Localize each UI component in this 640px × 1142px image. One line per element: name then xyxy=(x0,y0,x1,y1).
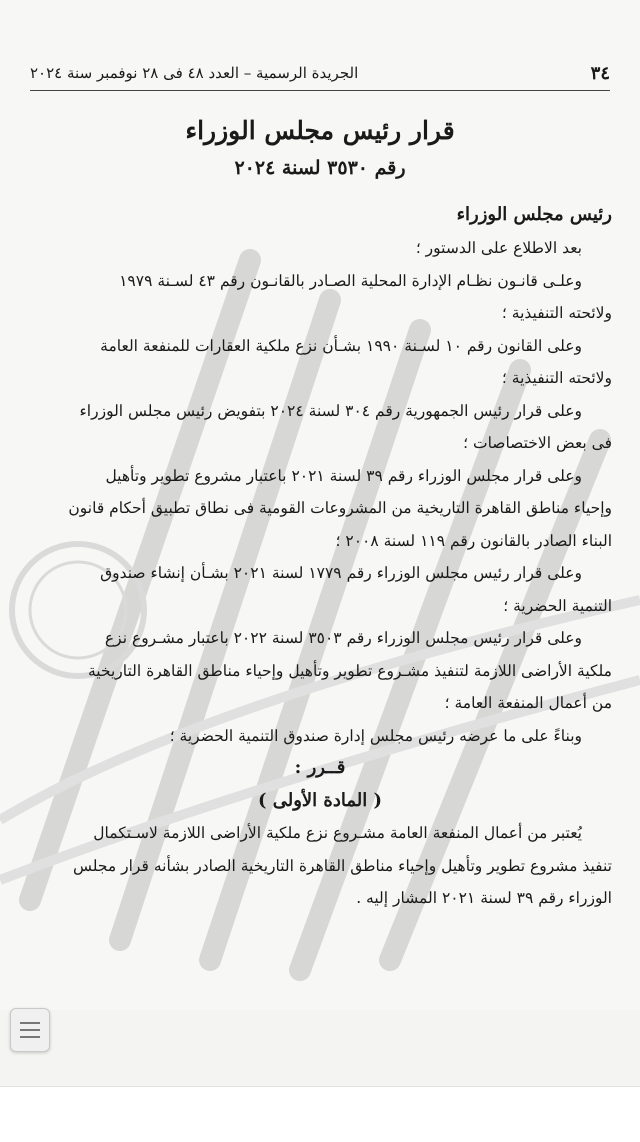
decision-word: قــرر : xyxy=(294,757,346,778)
body-line: وعلى قرار رئيس مجلس الوزراء رقم ٣٥٠٣ لسنة ٢٠٢٢ باعتبار مشـروع نزع xyxy=(104,629,582,647)
authority-heading: رئيس مجلس الوزراء xyxy=(456,204,612,225)
menu-bar xyxy=(20,1029,40,1031)
page-header xyxy=(30,56,610,91)
body-line: بعد الاطلاع على الدستور ؛ xyxy=(415,239,582,257)
menu-bar xyxy=(20,1022,40,1024)
body-line: البناء الصادر بالقانون رقم ١١٩ لسنة ٢٠٠٨ ؛ xyxy=(335,531,612,550)
body-line: ولائحته التنفيذية ؛ xyxy=(501,304,612,322)
bottom-bar xyxy=(0,1086,640,1142)
body-line: من أعمال المنفعة العامة ؛ xyxy=(444,694,612,712)
decree-title: قرار رئيس مجلس الوزراء xyxy=(185,116,455,145)
article-line: يُعتبر من أعمال المنفعة العامة مشـروع نزع ملكية الأراضى اللازمة لاسـتكمال xyxy=(93,824,582,842)
decree-number: رقم ٣٥٣٠ لسنة ٢٠٢٤ xyxy=(234,157,406,179)
article-line: الوزراء رقم ٣٩ لسنة ٢٠٢١ المشار إليه . xyxy=(356,889,612,907)
body-line: وعلى القانون رقم ١٠ لسـنة ١٩٩٠ بشـأن نزع ملكية العقارات للمنفعة العامة xyxy=(100,336,582,355)
body-line: ولائحته التنفيذية ؛ xyxy=(501,369,612,387)
body-line: فى بعض الاختصاصات ؛ xyxy=(463,434,612,452)
body-line: وعلى قرار مجلس الوزراء رقم ٣٩ لسنة ٢٠٢١ باعتبار مشروع تطوير وتأهيل xyxy=(105,466,582,485)
body-line: وبناءً على ما عرضه رئيس مجلس إدارة صندوق التنمية الحضرية ؛ xyxy=(169,726,582,745)
body-line: وعلـى قانـون نظـام الإدارة المحلية الصـادر بالقانـون رقم ٤٣ لسـنة ١٩٧٩ xyxy=(119,271,582,290)
body-line: وإحياء مناطق القاهرة التاريخية من المشروعات القومية فى نطاق تطبيق أحكام قانون xyxy=(68,499,612,517)
page-number: ٣٤ xyxy=(590,62,610,84)
menu-bar xyxy=(20,1036,40,1038)
body-line: ملكية الأراضى اللازمة لتنفيذ مشـروع تطوير وتأهيل وإحياء مناطق القاهرة التاريخية xyxy=(87,661,612,680)
article-line: تنفيذ مشروع تطوير وتأهيل وإحياء مناطق القاهرة التاريخية الصادر بشأنه قرار مجلس xyxy=(73,856,612,875)
body-line: وعلى قرار رئيس الجمهورية رقم ٣٠٤ لسنة ٢٠٢٤ بتفويض رئيس مجلس الوزراء xyxy=(79,401,582,420)
gazette-info: الجريدة الرسمية – العدد ٤٨ فى ٢٨ نوفمبر سنة ٢٠٢٤ xyxy=(30,64,359,82)
hamburger-menu-icon[interactable] xyxy=(10,1008,50,1052)
body-line: التنمية الحضرية ؛ xyxy=(503,596,612,615)
article-heading: ( المادة الأولى ) xyxy=(257,789,383,811)
body-line: وعلى قرار رئيس مجلس الوزراء رقم ١٧٧٩ لسنة ٢٠٢١ بشـأن إنشاء صندوق xyxy=(100,564,582,582)
decree-body xyxy=(28,198,612,915)
